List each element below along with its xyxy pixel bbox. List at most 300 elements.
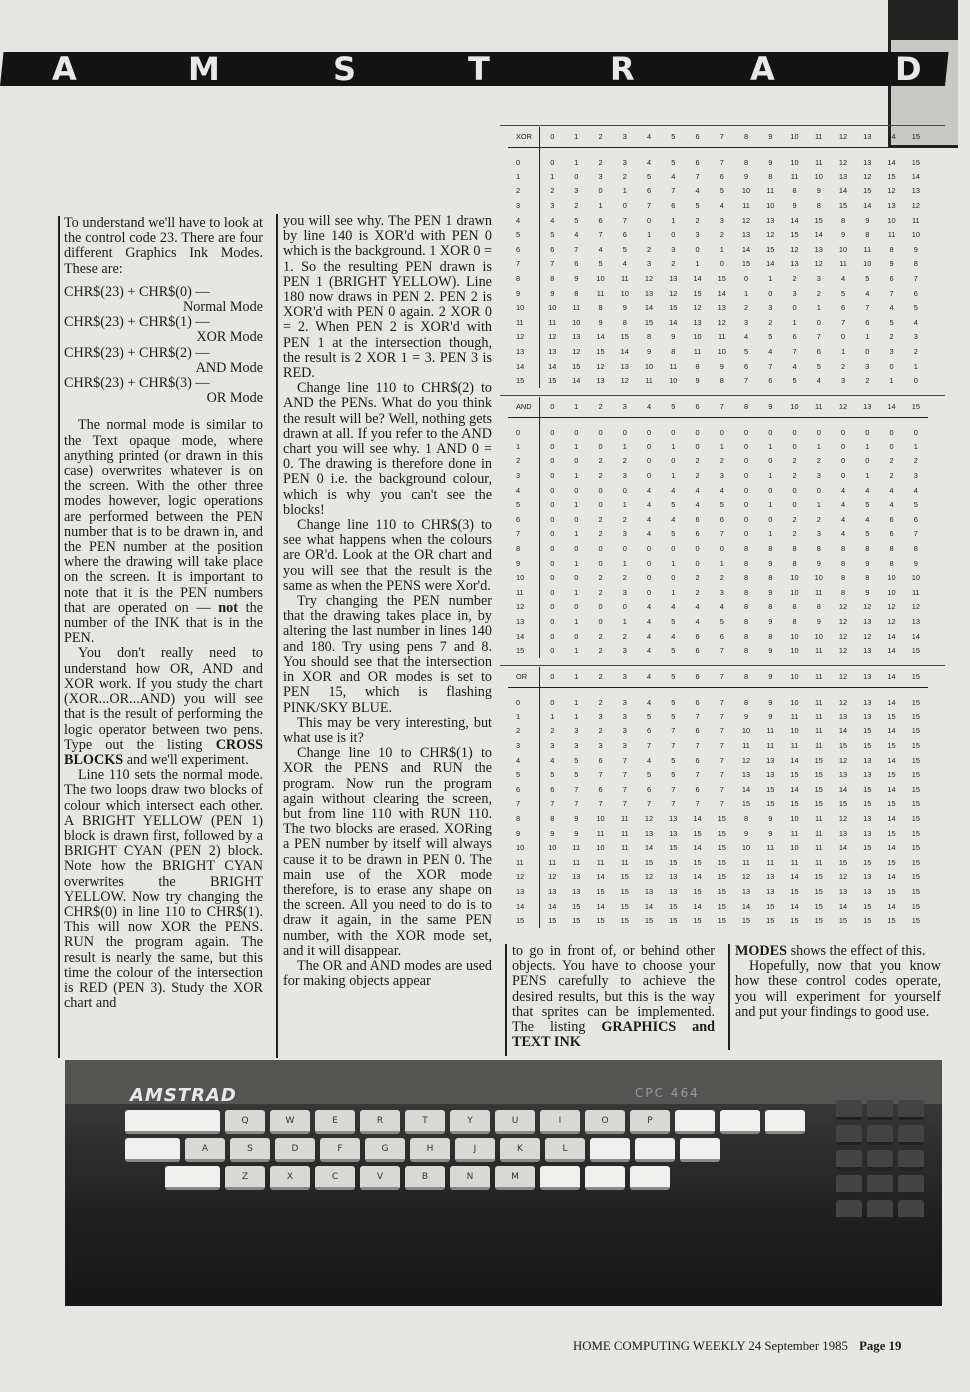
table-cell: 3: [598, 711, 603, 721]
key-row-2: [185, 1138, 720, 1162]
table-cell: 12: [838, 872, 848, 882]
table-cell: 4: [646, 697, 652, 707]
table-cell: 13: [838, 171, 848, 181]
table-cell: 14: [741, 901, 751, 911]
table-cell: 13: [911, 186, 920, 196]
table-cell: 2: [598, 726, 603, 736]
row-header: 6: [508, 782, 540, 797]
table-cell: 15: [669, 916, 678, 926]
key-row-left-top: [125, 1110, 220, 1134]
table-cell: 10: [814, 171, 823, 181]
column-header: 2: [588, 667, 612, 687]
table-cell: 3: [719, 215, 724, 225]
table-row: [508, 585, 928, 600]
table-cell: 9: [792, 200, 797, 210]
table-cell: 2: [792, 529, 797, 539]
column-header: 10: [782, 397, 806, 417]
table-cell: 0: [550, 514, 555, 524]
table-cell: 2: [598, 646, 603, 656]
table-cell: 1: [913, 361, 918, 371]
table-cell: 2: [598, 697, 603, 707]
table-cell: 0: [768, 427, 773, 437]
table-cell: 15: [911, 755, 920, 765]
row-header: 12: [508, 870, 540, 885]
numpad-key: [898, 1100, 924, 1120]
table-cell: 15: [717, 273, 726, 283]
table-cell: 0: [913, 376, 918, 386]
table-cell: 0: [598, 500, 603, 510]
table-cell: 1: [598, 200, 603, 210]
column-header: 2: [588, 127, 612, 147]
table-cell: 7: [913, 529, 918, 539]
table-cell: 15: [911, 857, 920, 867]
table-cell: 15: [863, 843, 872, 853]
table-cell: 12: [838, 602, 848, 612]
table-cell: 6: [550, 244, 555, 254]
table-cell: 0: [840, 470, 846, 480]
row-header: 8: [508, 811, 540, 826]
table-cell: 6: [695, 529, 700, 539]
table-cell: 8: [743, 587, 749, 597]
row-header: 0: [508, 147, 540, 169]
table-cell: 4: [865, 485, 870, 495]
table-cell: 10: [596, 813, 605, 823]
column-header: 4: [637, 127, 661, 147]
table-cell: 2: [695, 456, 700, 466]
table-cell: 3: [622, 470, 627, 480]
table-cell: 0: [671, 543, 676, 553]
table-cell: 7: [913, 273, 918, 283]
row-header: 10: [508, 840, 540, 855]
numpad-key: [836, 1200, 862, 1220]
table-cell: 15: [620, 332, 629, 342]
table-cell: 10: [790, 646, 799, 656]
table-cell: 15: [766, 901, 775, 911]
table-row: [508, 840, 928, 855]
table-cell: 5: [574, 770, 579, 780]
table-cell: 4: [695, 186, 700, 196]
table-cell: 7: [695, 711, 700, 721]
key-row-3: [225, 1166, 670, 1190]
row-header: 13: [508, 614, 540, 629]
table-cell: 2: [598, 470, 603, 480]
table-cell: 2: [792, 470, 797, 480]
table-cell: 8: [743, 573, 749, 583]
table-cell: 14: [596, 901, 605, 911]
table-cell: 11: [814, 857, 823, 867]
table-cell: 1: [622, 616, 627, 626]
table-cell: 15: [863, 784, 872, 794]
intro-paragraph: To understand we'll have to look at the control code 23. There are four different Graphics Ink Modes. These are:: [64, 215, 263, 277]
table-cell: 0: [550, 157, 555, 167]
table-cell: 0: [889, 427, 894, 437]
table-cell: 0: [622, 427, 627, 437]
table-cell: 1: [743, 288, 749, 298]
paragraph: You don't really need to understand how OR, AND and XOR work. If you study the chart (XOR...OR...AND) you will see that is the result of performing the logic operator between two pens. Type out the listing CROSS BLOCKS and we'll experiment.: [64, 645, 263, 768]
table-cell: 13: [911, 616, 920, 626]
table-cell: 13: [644, 828, 654, 838]
table-cell: 3: [622, 646, 627, 656]
table-cell: 0: [646, 470, 652, 480]
table-cell: 4: [719, 200, 724, 210]
ink-mode-code: CHR$(23) + CHR$(3) —: [64, 375, 210, 392]
table-cell: 6: [719, 631, 724, 641]
table-cell: 2: [550, 726, 555, 736]
table-cell: 1: [792, 317, 797, 327]
table-cell: 10: [548, 303, 557, 313]
table-cell: 0: [574, 485, 579, 495]
table-cell: 8: [792, 186, 797, 196]
table-cell: 0: [743, 441, 749, 451]
table-cell: 1: [671, 587, 676, 597]
table-cell: 3: [550, 740, 555, 750]
table-cell: 15: [863, 186, 872, 196]
column-header: 12: [831, 667, 855, 687]
table-cell: 0: [622, 602, 627, 612]
table-cell: 13: [620, 361, 629, 371]
row-header: 12: [508, 600, 540, 615]
table-cell: 4: [768, 346, 773, 356]
table-cell: 0: [574, 602, 579, 612]
table-cell: 11: [572, 843, 581, 853]
column-header: 0: [540, 397, 564, 417]
table-cell: 0: [646, 543, 652, 553]
table-cell: 15: [717, 886, 726, 896]
table-cell: 8: [840, 543, 846, 553]
table-cell: 5: [622, 244, 627, 254]
table-cell: 0: [792, 441, 797, 451]
table-cell: 15: [717, 843, 726, 853]
table-cell: 0: [550, 558, 555, 568]
table-cell: 6: [816, 346, 821, 356]
table-cell: 7: [719, 711, 724, 721]
table-cell: 2: [598, 456, 603, 466]
table-cell: 2: [574, 200, 579, 210]
paragraph: you will see why. The PEN 1 drawn by line 140 is XOR'd with PEN 0 which is the background. 1 XOR 0 = 1. So the resulting PEN drawn is PEN 1 (BRIGHT YELLOW). Line 180 now draws in PEN 2. PEN 2 is XOR'd with PEN 0 again. 2 XOR 0 = 2. When PEN 2 is XOR'd with PEN 1 at the intersection though, the result is 2 XOR 1 = 3. PEN 3 is RED.: [283, 213, 492, 382]
table-cell: 3: [816, 529, 821, 539]
table-cell: 13: [863, 755, 872, 765]
table-cell: 8: [768, 602, 773, 612]
table-cell: 11: [814, 828, 823, 838]
table-cell: 6: [695, 514, 700, 524]
table-cell: 0: [768, 456, 773, 466]
table-cell: 15: [790, 916, 799, 926]
row-header: 4: [508, 753, 540, 768]
table-cell: 1: [574, 587, 579, 597]
table-cell: 15: [911, 784, 920, 794]
keyboard-key: M: [495, 1166, 535, 1190]
row-header: 10: [508, 570, 540, 585]
table-row: [508, 753, 928, 768]
banner-letter: A: [52, 50, 79, 88]
table-cell: 12: [887, 616, 896, 626]
table-cell: 4: [646, 616, 652, 626]
table-cell: 10: [596, 843, 605, 853]
table-cell: 11: [814, 740, 823, 750]
table-cell: 12: [741, 215, 751, 225]
table-cell: 7: [574, 784, 579, 794]
table-cell: 15: [838, 916, 848, 926]
table-cell: 7: [719, 157, 724, 167]
keyboard-key: Z: [225, 1166, 265, 1190]
table-cell: 5: [671, 770, 676, 780]
table-row: [508, 767, 928, 782]
numpad-key: [867, 1150, 893, 1170]
table-cell: 6: [695, 697, 700, 707]
table-cell: 1: [719, 244, 724, 254]
table-cell: 5: [574, 215, 579, 225]
table-cell: 7: [574, 244, 579, 254]
table-cell: 1: [768, 441, 773, 451]
table-cell: 0: [550, 587, 555, 597]
keyboard-key: [680, 1138, 720, 1162]
table-cell: 3: [622, 740, 627, 750]
table-cell: 15: [887, 770, 896, 780]
table-cell: 14: [887, 631, 896, 641]
paragraph: Change line 110 to CHR$(2) to AND the PENs. What do you think the result will be? Well, nothing gets drawn at all. If you refer to the AND chart you will see why. 1 AND 0 = 0. The drawing is therefore done in PEN 0 i.e. the background colour, which is why you can't see the blocks!: [283, 380, 492, 518]
table-cell: 14: [790, 215, 799, 225]
key-row-left-bottom: [165, 1166, 220, 1190]
table-cell: 2: [671, 259, 676, 269]
table-row: [508, 629, 928, 644]
table-cell: 15: [693, 288, 702, 298]
table-cell: 13: [548, 886, 557, 896]
numpad-key: [867, 1125, 893, 1145]
keyboard-key: H: [410, 1138, 450, 1162]
table-cell: 8: [768, 573, 773, 583]
table-cell: 13: [644, 886, 654, 896]
table-cell: 4: [695, 485, 700, 495]
table-cell: 14: [863, 200, 872, 210]
table-cell: 4: [646, 646, 652, 656]
table-cell: 8: [840, 215, 846, 225]
table-cell: 12: [887, 602, 896, 612]
keyboard-key: P: [630, 1110, 670, 1134]
keyboard-key: C: [315, 1166, 355, 1190]
table-cell: 4: [743, 332, 749, 342]
table-cell: 3: [622, 697, 627, 707]
table-cell: 15: [911, 916, 920, 926]
keyboard-key: E: [315, 1110, 355, 1134]
table-cell: 7: [719, 770, 724, 780]
row-header: 9: [508, 826, 540, 841]
table-cell: 3: [622, 726, 627, 736]
table-row: [508, 541, 928, 556]
table-cell: 8: [743, 697, 749, 707]
table-cell: 10: [790, 843, 799, 853]
publication-line: HOME COMPUTING WEEKLY 24 September 1985: [573, 1339, 848, 1353]
table-cell: 10: [911, 230, 920, 240]
table-cell: 13: [766, 872, 775, 882]
column-header: 5: [661, 397, 685, 417]
table-cell: 0: [671, 427, 676, 437]
table-cell: 7: [743, 376, 749, 386]
table-cell: 13: [863, 616, 872, 626]
table-cell: 6: [646, 784, 652, 794]
table-cell: 2: [816, 514, 821, 524]
row-header: 0: [508, 687, 540, 709]
table-cell: 13: [863, 813, 872, 823]
table-cell: 13: [669, 872, 678, 882]
table-cell: 12: [741, 755, 751, 765]
table-cell: 9: [768, 828, 773, 838]
table-cell: 5: [671, 529, 676, 539]
table-cell: 9: [768, 587, 773, 597]
table-cell: 10: [790, 157, 799, 167]
table-cell: 2: [913, 456, 918, 466]
table-cell: 0: [622, 485, 627, 495]
table-cell: 5: [840, 288, 846, 298]
table-cell: 0: [646, 558, 652, 568]
table-cell: 14: [693, 273, 702, 283]
table-cell: 8: [743, 616, 749, 626]
table-cell: 0: [913, 427, 918, 437]
table-cell: 11: [669, 361, 678, 371]
column-header: 4: [637, 397, 661, 417]
row-header: 3: [508, 738, 540, 753]
row-header: 13: [508, 344, 540, 359]
table-cell: 1: [865, 470, 870, 480]
ink-mode-name: XOR Mode: [196, 329, 263, 346]
table-cell: 0: [743, 273, 749, 283]
table-cell: 12: [693, 303, 702, 313]
table-cell: 13: [790, 259, 799, 269]
row-header: 11: [508, 315, 540, 330]
table-cell: 1: [574, 529, 579, 539]
table-cell: 2: [865, 376, 870, 386]
table-cell: 8: [865, 230, 870, 240]
table-cell: 2: [550, 186, 555, 196]
table-cell: 5: [671, 646, 676, 656]
table-cell: 13: [596, 376, 605, 386]
table-cell: 9: [550, 828, 555, 838]
table-cell: 11: [766, 186, 775, 196]
table-cell: 13: [741, 230, 751, 240]
banner-letter: R: [610, 50, 637, 88]
table-cell: 11: [814, 587, 823, 597]
table-cell: 8: [792, 616, 797, 626]
table-cell: 15: [790, 886, 799, 896]
ink-mode-code: CHR$(23) + CHR$(0) —: [64, 283, 210, 300]
table-cell: 7: [598, 770, 603, 780]
keyboard-key: U: [495, 1110, 535, 1134]
table-cell: 11: [887, 230, 896, 240]
table-row: [508, 687, 928, 709]
keyboard-key: Y: [450, 1110, 490, 1134]
table-cell: 8: [574, 288, 579, 298]
table-cell: 4: [889, 500, 894, 510]
table-cell: 2: [622, 631, 627, 641]
table-cell: 14: [693, 843, 702, 853]
table-cell: 11: [620, 828, 629, 838]
table-cell: 11: [742, 740, 750, 750]
table-cell: 0: [865, 427, 870, 437]
table-cell: 2: [598, 157, 603, 167]
keyboard-key: [540, 1166, 580, 1190]
table-cell: 9: [816, 616, 821, 626]
table-cell: 7: [622, 799, 627, 809]
table-cell: 10: [863, 259, 872, 269]
table-cell: 15: [717, 872, 726, 882]
table-cell: 7: [840, 317, 846, 327]
row-header: 0: [508, 417, 540, 439]
table-cell: 8: [743, 157, 749, 167]
table-cell: 2: [598, 573, 603, 583]
table-cell: 10: [790, 587, 799, 597]
table-cell: 5: [671, 500, 676, 510]
table-cell: 8: [550, 813, 555, 823]
table-cell: 11: [693, 346, 702, 356]
table-cell: 13: [741, 770, 751, 780]
table-cell: 0: [622, 543, 627, 553]
table-cell: 8: [840, 587, 846, 597]
table-cell: 15: [887, 828, 896, 838]
table-cell: 15: [693, 916, 702, 926]
table-cell: 11: [790, 828, 799, 838]
table-cell: 8: [743, 813, 749, 823]
table-cell: 6: [574, 259, 579, 269]
table-cell: 4: [695, 500, 700, 510]
table-cell: 9: [671, 332, 676, 342]
table-cell: 1: [574, 697, 579, 707]
table-cell: 0: [574, 171, 579, 181]
table-cell: 7: [719, 784, 724, 794]
table-cell: 4: [695, 616, 700, 626]
table-cell: 7: [598, 799, 603, 809]
table-cell: 11: [596, 828, 605, 838]
table-row: [508, 359, 928, 374]
table-cell: 0: [598, 186, 603, 196]
table-cell: 2: [646, 244, 652, 254]
table-cell: 5: [646, 171, 652, 181]
table-cell: 0: [550, 500, 555, 510]
table-row: [508, 483, 928, 498]
table-cell: 12: [644, 813, 654, 823]
table-cell: 10: [838, 244, 848, 254]
table-cell: 15: [911, 157, 920, 167]
table-cell: 5: [719, 500, 724, 510]
table-cell: 14: [717, 288, 726, 298]
table-cell: 7: [695, 799, 700, 809]
table-cell: 4: [719, 485, 724, 495]
table-cell: 8: [889, 244, 894, 254]
table-cell: 0: [598, 485, 603, 495]
table-cell: 15: [911, 740, 920, 750]
table-cell: 10: [790, 726, 799, 736]
table-cell: 15: [838, 200, 848, 210]
table-cell: 13: [766, 770, 775, 780]
table-cell: 0: [743, 456, 749, 466]
numpad-key: [836, 1100, 862, 1120]
table-cell: 11: [717, 332, 726, 342]
table-cell: 15: [814, 901, 823, 911]
table-cell: 15: [572, 901, 581, 911]
column-header: 3: [613, 127, 637, 147]
table-cell: 0: [550, 646, 555, 656]
table-cell: 0: [695, 543, 700, 553]
table-cell: 7: [865, 303, 870, 313]
numpad-key: [898, 1175, 924, 1195]
paragraph: Hopefully, now that you know how these control codes operate, you will experiment for yourself and put your findings to good use.: [735, 958, 941, 1020]
table-cell: 6: [889, 529, 894, 539]
table-cell: 6: [913, 288, 918, 298]
keyboard-key: [585, 1166, 625, 1190]
table-cell: 1: [865, 441, 870, 451]
table-cell: 11: [766, 726, 775, 736]
table-cell: 4: [792, 361, 797, 371]
table-cell: 12: [887, 186, 896, 196]
table-cell: 0: [719, 259, 724, 269]
